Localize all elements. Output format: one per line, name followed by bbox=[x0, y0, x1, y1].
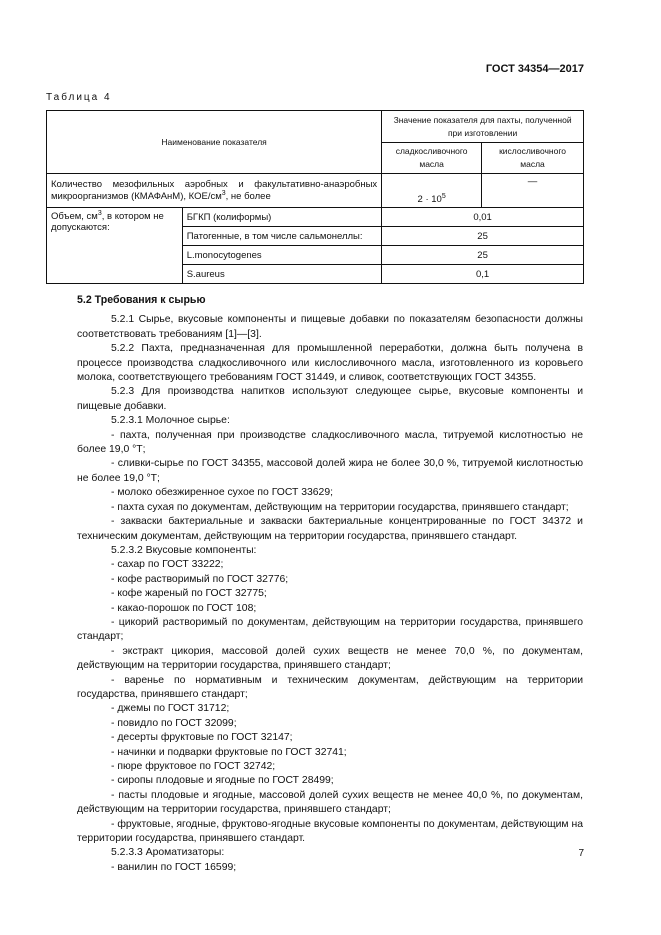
list-item: - джемы по ГОСТ 31712; bbox=[111, 703, 230, 715]
paragraph: 5.2.1 Сырье, вкусовые компоненты и пищевые добавки по показателям безопасности должны соответствовать требованиям [1]—[3]. bbox=[77, 314, 583, 340]
list-item: - кофе растворимый по ГОСТ 32776; bbox=[111, 573, 289, 585]
table-cell-name: БГКП (колиформы) bbox=[182, 208, 381, 227]
list-item: - пахта сухая по документам, действующим на территории государства, принявшего стандарт; bbox=[111, 501, 569, 513]
indicators-table bbox=[46, 110, 584, 284]
list-item: - пахта, полученная при производстве сладкосливочного масла, титруемой кислотностью не более 19,0 °Т; bbox=[77, 429, 583, 456]
table-cell-name: L.monocytogenes bbox=[182, 246, 381, 265]
list-item: - сливки-сырье по ГОСТ 34355, массовой долей жира не более 30,0 %, титруемой кислотностью не более 19,0 °Т; bbox=[77, 458, 583, 484]
list-item: - закваски бактериальные и закваски бактериальные концентрированные по ГОСТ 34372 и техническим документам, действующим на территории государства, принявшего стандарт. bbox=[77, 516, 583, 542]
list-item: - повидло по ГОСТ 32099; bbox=[111, 717, 237, 729]
list-item: - пасты плодовые и ягодные, массовой долей сухих веществ не менее 40,0 %, по документам, действующим на территории государства, принявшего стандарт; bbox=[77, 789, 583, 816]
table-cell-kmafanm-sweet: $2 \cdot 10^5$ bbox=[382, 174, 482, 208]
list-item: - сахар по ГОСТ 33222; bbox=[111, 559, 224, 571]
list-item: - цикорий растворимый по документам, действующим на территории государства, принявшего стандарт; bbox=[77, 616, 583, 643]
document-header: ГОСТ 34354—2017 bbox=[485, 63, 584, 75]
table-subheader-sour: кислосливочного масла bbox=[482, 143, 584, 174]
table-header-name: Наименование показателя bbox=[47, 111, 382, 174]
table-cell-value: 25 bbox=[382, 246, 584, 265]
table-cell-name: Патогенные, в том числе сальмонеллы: bbox=[182, 227, 381, 246]
table-row-kmafanm: Количество мезофильных аэробных и факультативно-анаэробных микроорганизмов (КМАФАнМ), КОЕ/$см^3$, не более bbox=[47, 174, 382, 208]
table-cell-name: S.aureus bbox=[182, 265, 381, 284]
table-subheader-sweet: сладкосливочного масла bbox=[382, 143, 482, 174]
list-item: - какао-порошок по ГОСТ 108; bbox=[111, 602, 257, 614]
list-item: - варенье по нормативным и техническим документам, действующим на территории государства, принявшего стандарт; bbox=[77, 674, 583, 700]
paragraph: 5.2.3 Для производства напитков используют следующее сырье, вкусовые компоненты и пищевые добавки. bbox=[77, 386, 583, 412]
list-item: - ванилин по ГОСТ 16599; bbox=[111, 861, 237, 873]
paragraph: 5.2.3.1 Молочное сырье: bbox=[111, 415, 230, 427]
table-cell-kmafanm-sour: — bbox=[482, 174, 584, 208]
section-heading: 5.2 Требования к сырью bbox=[77, 294, 206, 306]
table-cell-value: 0,1 bbox=[382, 265, 584, 284]
list-item: - десерты фруктовые по ГОСТ 32147; bbox=[111, 732, 293, 744]
table-cell-value: 0,01 bbox=[382, 208, 584, 227]
paragraph: 5.2.3.3 Ароматизаторы: bbox=[111, 847, 225, 859]
section-body bbox=[77, 293, 583, 875]
table-header-value: Значение показателя для пахты, полученной при изготовлении bbox=[382, 111, 584, 143]
list-item: - экстракт цикория, массовой долей сухих веществ не менее 70,0 %, по документам, действующим на территории государства, принявшего стандарт; bbox=[77, 645, 583, 672]
table-cell-value: 25 bbox=[382, 227, 584, 246]
list-item: - молоко обезжиренное сухое по ГОСТ 33629; bbox=[111, 487, 333, 499]
page-number: 7 bbox=[578, 848, 584, 859]
paragraph: 5.2.3.2 Вкусовые компоненты: bbox=[111, 544, 257, 556]
list-item: - пюре фруктовое по ГОСТ 32742; bbox=[111, 761, 276, 772]
table-caption: Таблица 4 bbox=[46, 92, 112, 103]
list-item: - начинки и подварки фруктовые по ГОСТ 32741; bbox=[111, 746, 347, 758]
paragraph: 5.2.2 Пахта, предназначенная для промышленной переработки, должна быть получена в процессе производства сладкосливочного или кислосливочного масла, изготовленного из коровьего молока, соответствующего требованиям ГОСТ 31449, и сливок, соответствующих ГОСТ 34355. bbox=[77, 343, 583, 384]
list-item: - сиропы плодовые и ягодные по ГОСТ 28499; bbox=[111, 775, 334, 787]
table-row-volume-label: Объем, $см^3$, в котором не допускаются: bbox=[47, 208, 183, 284]
list-item: - кофе жареный по ГОСТ 32775; bbox=[111, 588, 267, 600]
list-item: - фруктовые, ягодные, фруктово-ягодные вкусовые компоненты по документам, действующим на территории государства, принявшего стандарт. bbox=[77, 818, 583, 845]
